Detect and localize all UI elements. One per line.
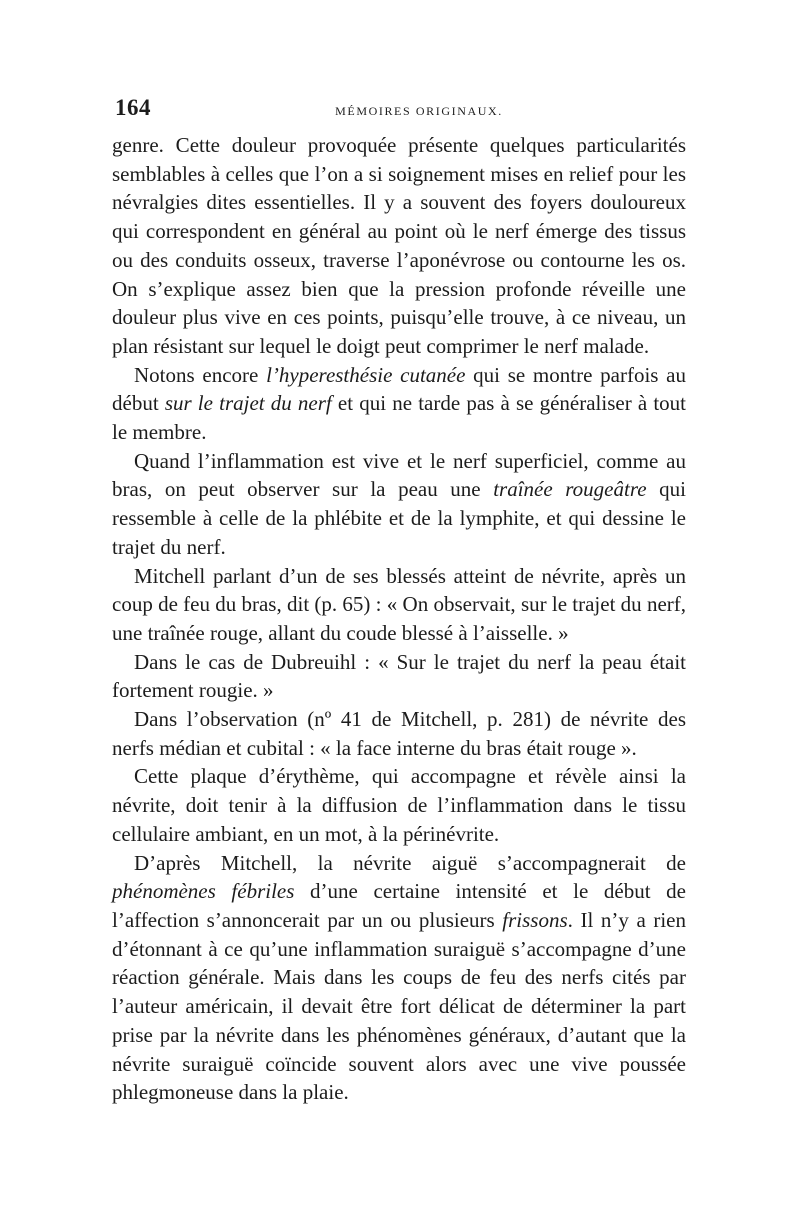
paragraph [112, 849, 686, 1107]
text-run: Cette plaque d’érythème, qui accompagne et révèle ainsi la névrite, doit tenir à la diffusion de l’inflammation dans le tissu cellulaire ambiant, en un mot, à la périnévrite. [112, 764, 686, 846]
text-run: genre. Cette douleur provoquée présente quelques particularités semblables à celles que l’on a si soignement mises en relief pour les névralgies dites essentielles. Il y a souvent des foyers douloureux qui correspondent en général au point où le nerf émerge des tissus ou des conduits osseux, traverse l’aponévrose ou contourne les os. On s’explique assez bien que la pression profonde réveille une douleur plus vive en ces points, puisqu’elle trouve, à ce niveau, un plan résistant sur lequel le doigt peut comprimer le nerf malade. [112, 133, 686, 358]
paragraph [112, 361, 686, 447]
body-text [112, 131, 686, 1107]
text-run: D’après Mitchell, la névrite aiguë s’accompagnerait de [134, 850, 686, 875]
text-run: et qui ne tarde pas à se généraliser à tout le membre. [112, 391, 687, 445]
text-run: Dans l’observation (nº 41 de Mitchell, p. 281) de névrite des nerfs médian et cubital : « la face interne du bras était rouge ». [112, 707, 686, 760]
italic-run: frissons [502, 907, 568, 932]
paragraph [112, 562, 686, 648]
paragraph [112, 648, 686, 705]
italic-run: phénomènes fébriles [112, 879, 295, 904]
text-run: Dans le cas de Dubreuihl : « Sur le trajet du nerf la peau était fortement rougie. » [112, 649, 686, 703]
book-page [112, 95, 686, 1107]
text-run: Quand l’inflammation est vive et le nerf superficiel, comme au bras, on peut observer sur la peau une [112, 448, 686, 502]
italic-run: traînée rougeâtre [493, 477, 647, 502]
running-head: MÉMOIRES ORIGINAUX. [335, 104, 503, 118]
paragraph [112, 705, 686, 762]
italic-run: sur le trajet du nerf [164, 391, 332, 416]
page-header [112, 95, 686, 131]
text-run: d’une certaine intensité et le début de l’affection s’annoncerait par un ou plusieurs [112, 879, 686, 932]
italic-run: l’hyperesthésie cutanée [266, 362, 466, 387]
paragraph [112, 447, 686, 562]
text-run: . Il n’y a rien d’étonnant à ce qu’une inflammation suraiguë s’accompagne d’une réaction générale. Mais dans les coups de feu des nerfs cités par l’auteur américain, il devait être fort délicat de déterminer la part prise par la névrite dans les phénomènes généraux, d’autant que la névrite suraiguë coïncide souvent alors avec une vive poussée phlegmoneuse dans la plaie. [112, 907, 686, 1105]
page-number: 164 [115, 95, 151, 120]
paragraph [112, 131, 686, 361]
text-run: qui ressemble à celle de la phlébite et de la lymphite, et qui dessine le trajet du nerf. [112, 477, 686, 559]
paragraph [112, 762, 686, 848]
text-run: Notons encore [134, 362, 267, 387]
text-run: Mitchell parlant d’un de ses blessés atteint de névrite, après un coup de feu du bras, dit (p. 65) : « On observait, sur le trajet du nerf, une traînée rouge, allant du coude blessé à l’aisselle. » [112, 563, 686, 645]
text-run: qui se montre parfois au début [112, 362, 686, 416]
